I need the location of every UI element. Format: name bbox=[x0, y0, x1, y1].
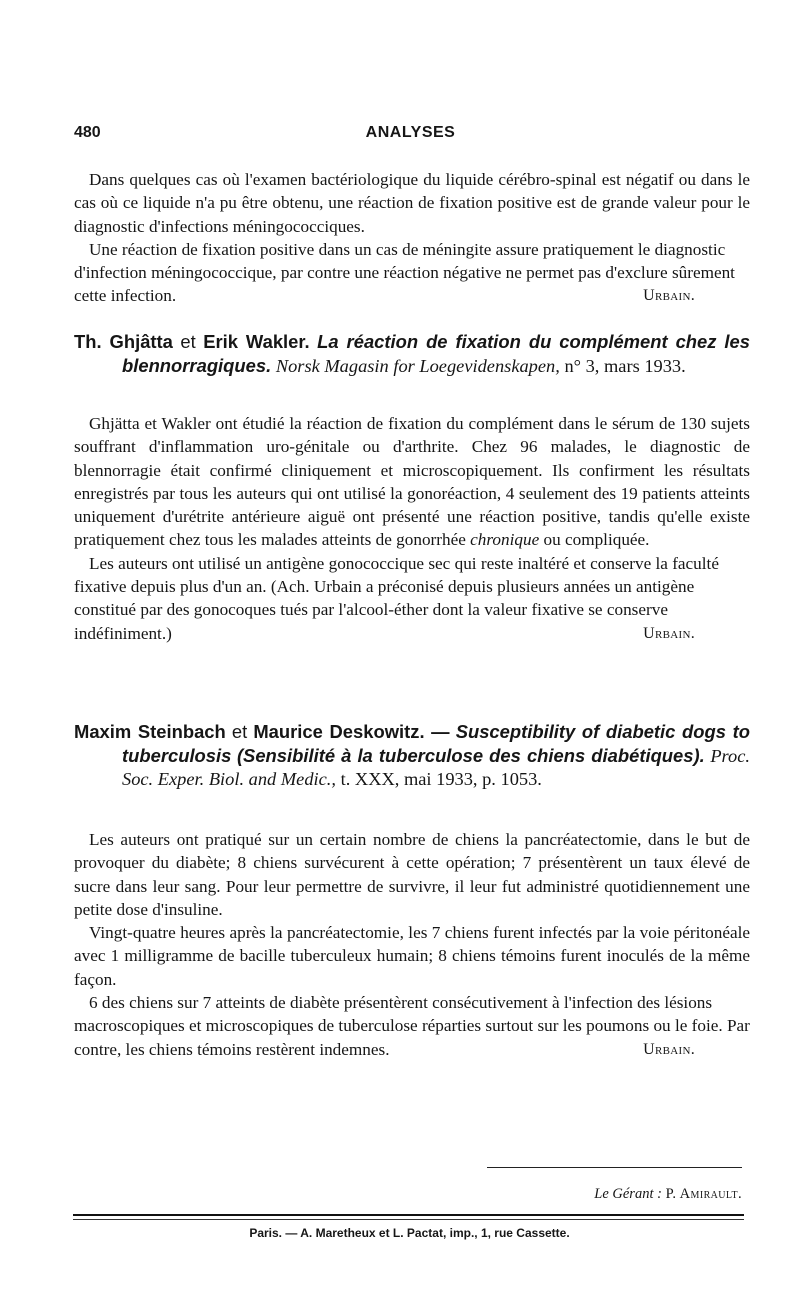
article-2-issue: n° 3, mars 1933. bbox=[564, 356, 686, 376]
review-3-paragraph-2: Vingt-quatre heures après la pancréatectomie, les 7 chiens furent infectés par la voie péritonéale avec 1 milligramme de bacille tuberculeux humain; 8 chiens témoins furent inoculés de la même façon. bbox=[74, 923, 750, 989]
article-3-journal: Proc. Soc. Exper. Biol. and Medic., bbox=[122, 746, 750, 789]
signature: Urbain. bbox=[643, 1040, 695, 1058]
article-3-author-1: Maxim Steinbach bbox=[74, 721, 226, 742]
gerant-line bbox=[487, 1186, 742, 1203]
article-3-connector: et bbox=[231, 721, 248, 742]
review-2-emphasis: chronique bbox=[470, 530, 540, 550]
review-3-paragraph-3: 6 des chiens sur 7 atteints de diabète présentèrent consécutivement à l'infection des lésions macroscopiques et microscopiques de tuberculose réparties surtout sur les poumons ou le foie. Par contre, les chiens témoins restèrent indemnes. Urbain. bbox=[74, 991, 750, 1061]
article-2-author-2: Erik Wakler bbox=[203, 331, 305, 352]
signature: Urbain. bbox=[643, 624, 695, 642]
bottom-rule bbox=[73, 1214, 744, 1216]
section-title: ANALYSES bbox=[365, 124, 456, 141]
gerant-name: P. Amirault. bbox=[665, 1186, 742, 1202]
review-2 bbox=[74, 412, 750, 645]
page-number: 480 bbox=[74, 124, 101, 141]
signature: Urbain. bbox=[643, 287, 695, 305]
review-1-paragraph-2 bbox=[74, 238, 750, 308]
bottom-rule-thin bbox=[73, 1219, 744, 1220]
review-1-paragraph-2-text: Une réaction de fixation positive dans un cas de méningite assure pratiquement le diagnostic d'infection méningococcique, par contre une réaction négative ne permet pas d'exclure sûrement cette infection. bbox=[74, 239, 735, 306]
review-3-paragraph-1: Les auteurs ont pratiqué sur un certain nombre de chiens la pancréatectomie, dans le but de provoquer du diabète; 8 chiens survécurent à cette opération; 7 présentèrent un taux élevé de sucre dans leur sang. Pour leur permettre de survivre, il leur fut administré quotidiennement une petite dose d'insuline. bbox=[74, 830, 750, 919]
article-3-volume: t. XXX, mai 1933, p. 1053. bbox=[340, 769, 542, 789]
article-2-journal: Norsk Magasin for Loegevidenskapen, bbox=[275, 356, 560, 376]
review-1-paragraph-1: Dans quelques cas où l'examen bactériologique du liquide cérébro-spinal est négatif ou dans le cas où ce liquide n'a pu être obtenu, une réaction de fixation positive est de grande valeur pour le diagnostic d'infections méningococciques. bbox=[74, 170, 750, 236]
footer-divider bbox=[487, 1167, 742, 1168]
article-3-title-fr: (Sensibilité à la tuberculose des chiens diabétiques). bbox=[236, 745, 705, 766]
gerant-label: Le Gérant : bbox=[594, 1186, 662, 1202]
review-2-paragraph-2: Les auteurs ont utilisé un antigène gonococcique sec qui reste inaltéré et conserve la faculté fixative depuis plus d'un an. (Ach. Urbain a préconisé depuis plusieurs années un antigène constitué par des gonocoques tués par l'alcool-éther dont la valeur fixative se conserve indéfiniment.) Urbain. bbox=[74, 552, 750, 645]
article-3-heading: Maxim Steinbach et Maurice Deskowitz. — Susceptibility of diabetic dogs to tuberculosis (Sensibilité à la tuberculose des chiens diabétiques). Proc. Soc. Exper. Biol. and Medic., t. XXX, mai 1933, p. 1053. bbox=[74, 721, 750, 789]
review-1 bbox=[74, 168, 750, 308]
review-2-paragraph-1: Ghjätta et Wakler ont étudié la réaction de fixation du complément dans le sérum de 130 sujets souffrant d'inflammation uro-génitale ou d'arthrite. Chez 96 malades, le diagnostic de blennorragie était confirmé cliniquement et microscopiquement. Ils confirment les résultats enregistrés par tous les auteurs qui ont utilisé la gonoréaction, 4 seulement des 19 patients atteints uniquement d'urétrite antérieure aiguë ont présenté une réaction positive, tandis qu'elle existe pratiquement chez tous les malades atteints de gonorrhée chronique ou compliquée. bbox=[74, 414, 750, 550]
article-2-author-1: Th. Ghjâtta bbox=[74, 331, 173, 352]
review-3 bbox=[74, 828, 750, 1061]
article-3-title: Susceptibility of diabetic dogs to tuberculosis bbox=[122, 721, 750, 766]
running-head bbox=[74, 124, 747, 148]
printer-imprint: Paris. — A. Maretheux et L. Pactat, imp., 1, rue Cassette. bbox=[249, 1226, 570, 1240]
article-3-author-2: Maurice Deskowitz bbox=[253, 721, 420, 742]
article-2-title: La réaction de fixation du complément chez les blennorragiques bbox=[122, 331, 750, 376]
article-2-connector: et bbox=[180, 331, 196, 352]
article-2-heading: Th. Ghjâtta et Erik Wakler. La réaction de fixation du complément chez les blennorragiques. Norsk Magasin for Loegevidenskapen, n° 3, mars 1933. bbox=[74, 331, 750, 376]
